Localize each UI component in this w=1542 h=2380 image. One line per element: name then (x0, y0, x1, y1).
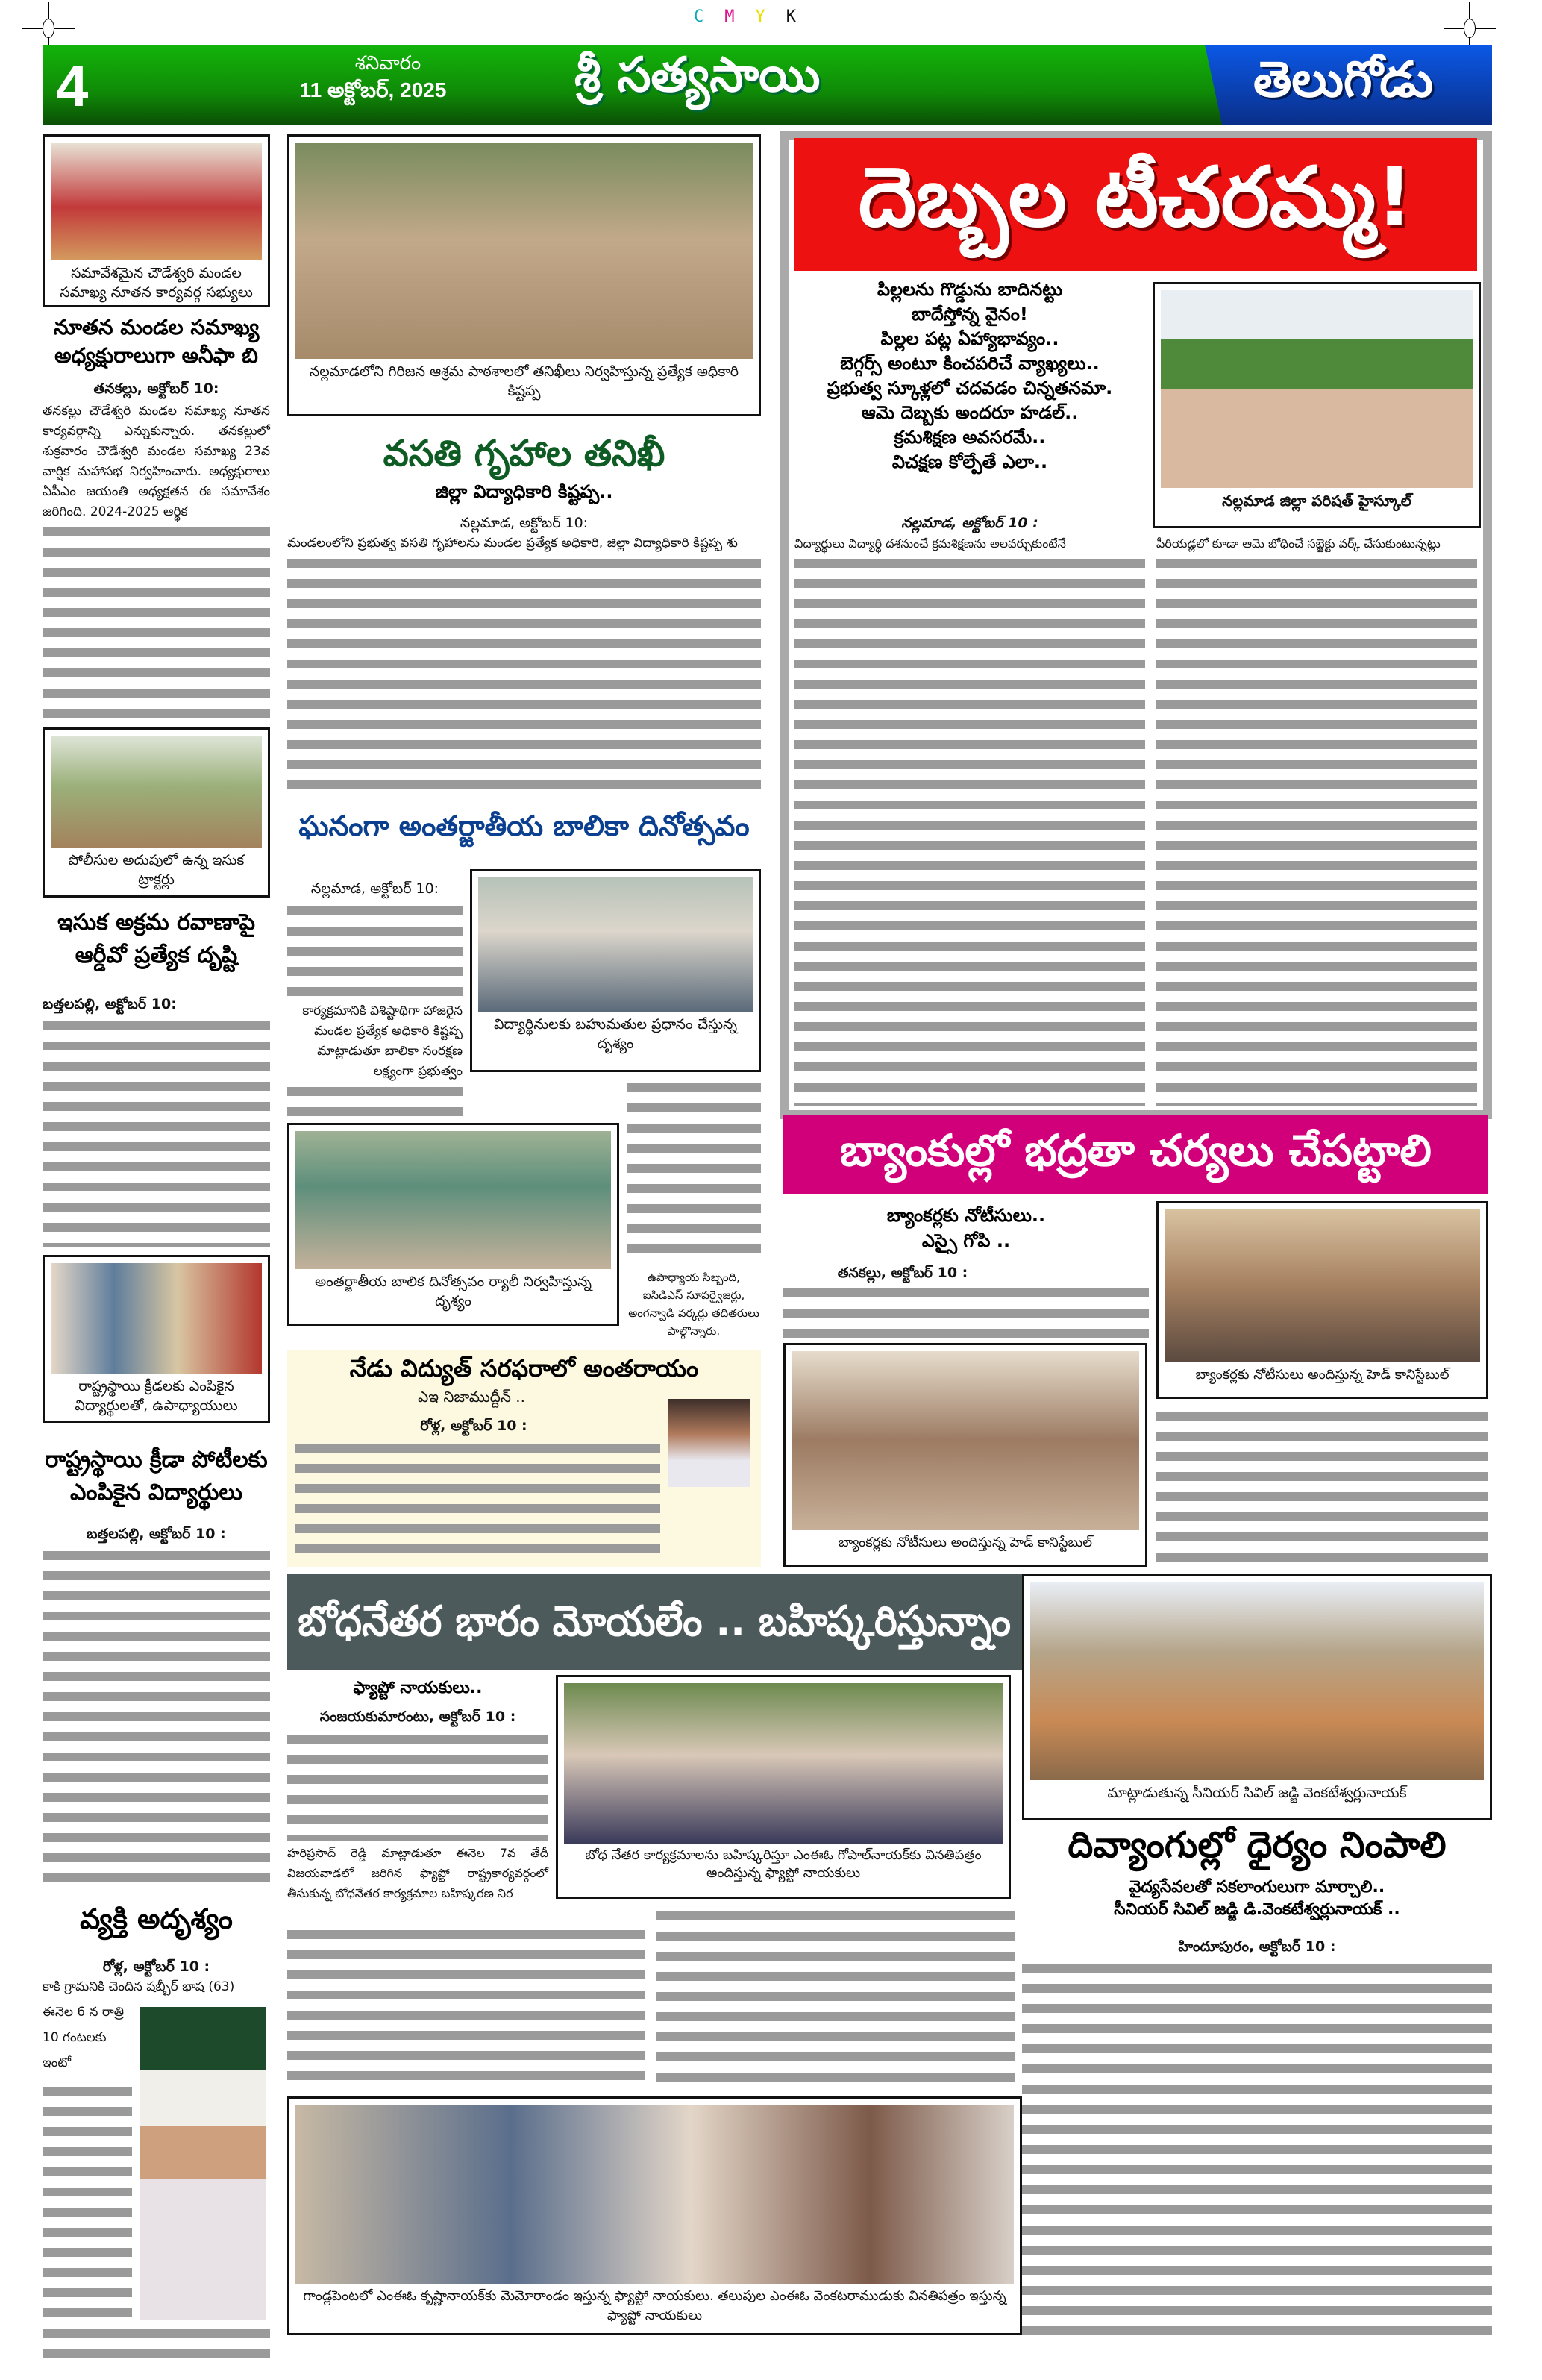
headline: దివ్యాంగుల్లో ధైర్యం నింపాలి (1068, 1824, 1447, 1866)
photo-missing-person (140, 2007, 266, 2320)
headline: బ్యాంకుల్లో భద్రతా చర్యలు చేపట్టాలి (840, 1125, 1432, 1176)
fapto-banner (287, 1574, 1022, 1670)
article-body (43, 1546, 270, 1882)
photo-fapto-memorandum: బోధ నేతర కార్యక్రమాలను బహిష్కరిస్తూ ఎంఈఓ గోపాల్‌నాయక్‌కు వినతిపత్రం అందిస్తున్న ఫ్యాప్టో నాయకులు (556, 1675, 1011, 1899)
dateline: బత్తలపల్లి, అక్టోబర్ 10 : (87, 1526, 226, 1542)
article-body (287, 901, 463, 998)
article-body-continued (43, 2324, 270, 2361)
subheadline: జిల్లా విద్యాధికారి కిష్టప్ప.. (435, 481, 613, 502)
article-body-continued (656, 1906, 1015, 2089)
article-body: కార్యక్రమానికి విశిష్టాథిగా హాజరైన మండల ప్రత్యేక అధికారి కిష్టప్ప మాట్లాడుతూ బాలికా సంరక్షణ లక్ష్యంగా ప్రభుత్వం (302, 1003, 463, 1079)
page-number: 4 (56, 53, 89, 119)
headline: ఘనంగా అంతర్జాతీయ బాలికా దినోత్సవం (298, 809, 750, 842)
subheadline: ఎఇ నిజాముద్దీన్ .. (418, 1388, 526, 1406)
photo-bank-notice-1: బ్యాంకర్లకు నోటీసులు అందిస్తున్న హెడ్ కానిస్టేబుల్ (1156, 1201, 1488, 1399)
photo-sports-students: రాష్ట్రస్థాయి క్రీడలకు ఎంపికైన విద్యార్థులతో, ఉపాధ్యాయులు (43, 1255, 270, 1423)
photo-sand-tractors: పోలీసుల అదుపులో ఉన్న ఇసుక ట్రాక్టర్లు (43, 727, 270, 898)
photo-hostel-inspection: నల్లమాడలోని గిరిజన ఆశ్రమ పాఠశాలలో తనిఖీలు నిర్వహిస్తున్న ప్రత్యేక అధికారి కిష్టప్ప (287, 134, 761, 416)
photo-zp-highschool: నల్లమాడ జిల్లా పరిషత్ హైస్కూల్ (1153, 282, 1481, 528)
article-body-continued (287, 554, 761, 792)
article-body: పీరియడ్లలో కూడా ఆమె బోధించే సబ్జెక్టు వర్క్ చేసుకుంటున్నట్లు (1156, 536, 1441, 551)
dateline: తనకల్లు, అక్టోబర్ 10 : (837, 1265, 968, 1281)
headline: వసతి గృహాల తనిఖీ (383, 433, 665, 475)
photo-civil-judge: మాట్లాడుతున్న సీనియర్ సివిల్ జడ్జి వెంకటేశ్వర్లునాయక్ (1022, 1574, 1492, 1820)
article-body-continued (287, 1925, 645, 2089)
article-body (43, 1016, 270, 1247)
lead-headline: దెబ్బల టీచరమ్మ! (858, 149, 1414, 245)
article-body (287, 1729, 548, 1841)
subheadline: సీనియర్ సివిల్ జడ్జి డి.వెంకటేశ్వర్లునాయక్ .. (1114, 1900, 1400, 1919)
article-body-continued (43, 522, 270, 720)
dateline: హిందూపురం, అక్టోబర్ 10 : (1178, 1938, 1336, 1955)
lead-subheads: పిల్లలను గొడ్డును బాదినట్టు బాదేస్తోన్న వైనం! పిల్లల పట్ల ఏహ్యాభావ్యం.. బెగ్గర్స్ అంటూ కించపరిచే వ్యాఖ్యలు.. ప్రభుత్వ స్కూళ్లలో చదవడం చిన్నతనమా. ఆమె దెబ్బకు అందరూ హడల్.. క్రమశిక్షణ అవసరమే.. విచక్షణ కోల్పేతే ఎలా.. (827, 279, 1113, 472)
dateline: బత్తలపల్లి, అక్టోబర్ 10: (43, 996, 177, 1012)
article-body-continued (43, 2082, 132, 2320)
article-body-continued (794, 554, 1145, 1106)
dateline: నల్లమాడ, అక్టోబర్ 10 : (901, 515, 1038, 531)
dateline: నల్లమాడ, అక్టోబర్ 10: (460, 515, 589, 531)
article-body: హరిప్రసాద్ రెడ్డి మాట్లాడుతూ ఈనెల 7వ తేదీ విజయవాడలో జరిగిన ఫ్యాప్టో రాష్ట్రకార్యవర్గంలో తీసుకున్న బోధనేతర కార్యక్రమాల బహిష్కరణ నిర (287, 1846, 548, 1900)
article-body-continued (287, 1082, 463, 1119)
photo-girls-rally: అంతర్జాతీయ బాలిక దినోత్సవం ర్యాలీ నిర్వహిస్తున్న దృశ్యం (287, 1123, 619, 1326)
brand-name: తెలుగోడు (1253, 51, 1433, 108)
headline: రాష్ట్రస్థాయి క్రీడా పోటీలకు ఎంపికైన విద్యార్థులు (45, 1447, 268, 1506)
article-body: తనకల్లు చౌడేశ్వరి మండల సమాఖ్య నూతన కార్యవర్గాన్ని ఎన్నుకున్నారు. తనకల్లులో శుక్రవారం చౌడేశ్వరి మండల సమాఖ్య 23వ వార్షిక మహాసభ నిర్వహించారు. అధ్యక్షురాలు ఏపీఎం జయంతి అధ్యక్షతన ఈ సమావేశం జరిగింది. 2024-2025 ఆర్థిక (43, 404, 270, 519)
photo-prize-distribution: విద్యార్థినులకు బహుమతుల ప్రధానం చేస్తున్న దృశ్యం (470, 869, 761, 1072)
subheadline: ఫ్యాప్టో నాయకులు.. (353, 1679, 483, 1697)
headline: బోధనేతర భారం మోయలేం .. బహిష్కరిస్తున్నాం (298, 1597, 1012, 1647)
dateline: రోళ్ల, అక్టోబర్ 10 : (102, 1958, 210, 1975)
headline: నూతన మండల సమాఖ్య అధ్యక్షురాలుగా అనీఫా బి (53, 315, 260, 368)
day: శనివారం (354, 52, 421, 75)
article-body-continued (627, 1078, 761, 1265)
article-body-continued (1156, 554, 1477, 1106)
article-body (295, 1438, 660, 1558)
article-body: విద్యార్థులు విద్యార్థి దశనుంచే క్రమశిక్షణను అలవర్చుకుంటేనే (794, 536, 1066, 551)
dateline: సంజయకుమారంటు, అక్టోబర్ 10 : (319, 1709, 516, 1725)
dateline: తనకల్లు, అక్టోబర్ 10: (93, 381, 219, 397)
dateline: రోళ్ల, అక్టోబర్ 10 : (420, 1418, 527, 1434)
subheadline: వైద్యసేవలతో సకలాంగులుగా మార్చాలి.. (1129, 1878, 1385, 1897)
article-body-continued (1156, 1406, 1488, 1563)
article-body: మండలంలోని ప్రభుత్వ వసతి గృహాలను మండల ప్రత్యేక అధికారి, జిల్లా విద్యాధికారి కిష్టప్ప శు (287, 536, 738, 551)
article-body: ఉపాధ్యాయ సిబ్బంది, ఐసిడిఎస్ సూపర్వైజర్లు, అంగన్వాడి వర్కర్లు తదితరులు పాల్గొన్నారు. (628, 1271, 759, 1338)
photo-bank-notice-2: బ్యాంకర్లకు నోటీసులు అందిస్తున్న హెడ్ కానిస్టేబుల్ (783, 1343, 1147, 1567)
photo-mandal-meeting: సమావేశమైన చౌడేశ్వరి మండల సమాఖ్య నూతన కార్యవర్గ సభ్యులు (43, 134, 270, 307)
cmyk-marks: CMYK (694, 7, 817, 26)
photo-ae (668, 1399, 750, 1487)
photo-fapto-bottom: గాండ్లపెంటలో ఎంఈఓ కృష్ణానాయక్‌కు మెమోరాండం ఇస్తున్న ఫ్యాప్టో నాయకులు. తలుపుల ఎంఈఓ వెంకటరాముడుకు వినతిపత్రం ఇస్తున్న ఫ్యాప్టో నాయకులు (287, 2096, 1022, 2335)
subheadline: బ్యాంకర్లకు నోటీసులు.. (886, 1205, 1046, 1226)
date: 11 అక్టోబర్, 2025 (299, 78, 447, 101)
dateline: నల్లమాడ, అక్టోబర్ 10: (310, 880, 439, 897)
subheadline: ఎస్సై గోపి .. (921, 1230, 1011, 1251)
edition-title: శ్రీ సత్యసాయి (574, 48, 821, 103)
article-body (783, 1283, 1149, 1339)
headline: ఇసుక అక్రమ రవాణాపై ఆర్డీవో ప్రత్యేక దృష్టి (57, 909, 255, 968)
article-body: కాకి గ్రామనికి చెందిన షబ్బీర్ భాష (63) (43, 1979, 235, 1994)
article-body (1022, 1958, 1492, 2339)
headline: వ్యక్తి అదృశ్యం (80, 1903, 233, 1935)
article-body: ఈనెల 6 న రాత్రి 10 గంటలకు ఇంటో (43, 2005, 125, 2070)
headline: నేడు విద్యుత్ సరఫరాలో అంతరాయం (349, 1354, 699, 1382)
